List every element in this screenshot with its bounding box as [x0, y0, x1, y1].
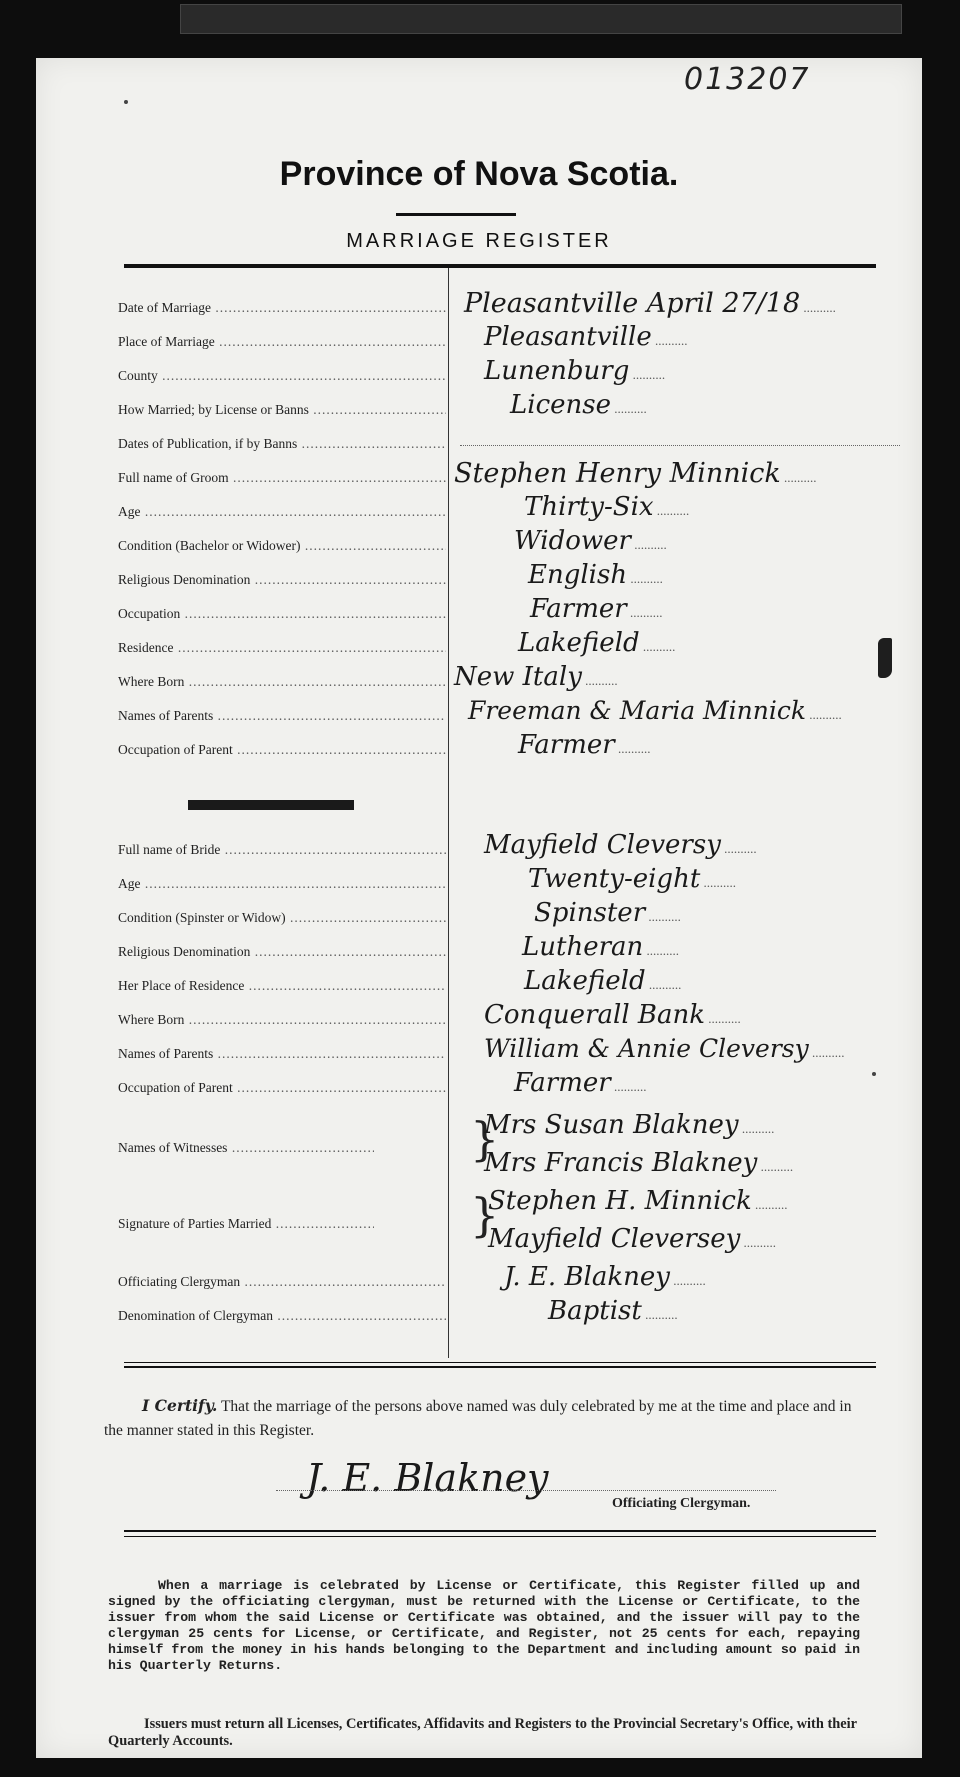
section-rule: [124, 1362, 876, 1363]
field-label: Denomination of Clergyman .....: [118, 1308, 446, 1324]
field-label: Place of Marriage .....: [118, 334, 446, 350]
issuers-notice: Issuers must return all Licenses, Certificates, Affidavits and Registers to the Provincial Secretary's Office, with their Quarterly Accounts.: [108, 1716, 857, 1749]
field-value: Farmer .....: [530, 594, 662, 624]
field-value: Stephen Henry Minnick .....: [454, 458, 817, 489]
field-witnesses: [118, 1110, 878, 1182]
field-bride-parent-occupation: [118, 1068, 878, 1102]
field-label: Her Place of Residence .....: [118, 978, 446, 994]
signature-caption: Officiating Clergyman.: [612, 1496, 751, 1511]
field-groom-religion: [118, 560, 878, 594]
field-value: Lunenburg .....: [484, 356, 665, 386]
field-bride-residence: [118, 966, 878, 1000]
witness-1: Mrs Susan Blakney .....: [484, 1110, 774, 1140]
field-label: Occupation of Parent .....: [118, 742, 446, 758]
document-number: 013207: [684, 62, 811, 97]
field-value: Lakefield .....: [524, 966, 681, 996]
field-label: Age .....: [118, 504, 446, 520]
field-label: How Married; by License or Banns .....: [118, 402, 446, 418]
field-groom-occupation: [118, 594, 878, 628]
field-how-married: [118, 390, 878, 424]
field-value: Widower .....: [514, 526, 667, 556]
signature-line: [276, 1490, 776, 1491]
field-bride-birthplace: [118, 1000, 878, 1034]
section-rule: [124, 1366, 876, 1368]
field-label: Where Born .....: [118, 1012, 446, 1028]
field-bride-name: [118, 830, 878, 864]
field-label: Officiating Clergyman .....: [118, 1274, 446, 1290]
field-label: Age .....: [118, 876, 446, 892]
field-officiating-clergyman: [118, 1262, 878, 1296]
notice-rule: [124, 1530, 876, 1532]
field-label: County .....: [118, 368, 446, 384]
certification-text: [104, 1394, 864, 1443]
field-value: Baptist .....: [548, 1296, 678, 1326]
field-bride-parents: [118, 1034, 878, 1068]
witness-2: Mrs Francis Blakney .....: [484, 1148, 793, 1178]
field-bride-age: [118, 864, 878, 898]
field-value: Mayfield Cleversy .....: [484, 830, 757, 860]
field-groom-parent-occupation: [118, 730, 878, 764]
field-dates-of-publication: [118, 428, 878, 458]
field-label: Condition (Bachelor or Widower) .....: [118, 538, 446, 554]
field-value: Conquerall Bank .....: [484, 1000, 741, 1030]
field-value: New Italy .....: [454, 662, 618, 692]
field-groom-age: [118, 492, 878, 526]
field-parties-signature: [118, 1186, 878, 1258]
return-instructions: When a marriage is celebrated by License or Certificate, this Register filled up and signed by the officiating clergyman, must be returned with the License or Certificate, to the issuer from whom the said License or Certificate was obtained, and the issuer will pay to the clergyman 25 cents for License, or Certificate, and Register, not 25 cents for each, repaying himself from the money in his hands belonging to the Department and including amount so paid in his Quarterly Returns.: [108, 1578, 860, 1673]
certify-body: That the marriage of the persons above named was duly celebrated by me at the time and place and in the manner stated in this Register.: [104, 1398, 852, 1439]
field-groom-birthplace: [118, 662, 878, 696]
field-label: Names of Witnesses .....: [118, 1140, 374, 1156]
brace-mark: }: [470, 1188, 500, 1242]
top-rule: [124, 264, 876, 268]
field-date-of-marriage: [118, 288, 878, 322]
field-value: Thirty-Six .....: [524, 492, 689, 522]
field-label: Residence .....: [118, 640, 446, 656]
field-clergyman-denomination: [118, 1296, 878, 1330]
field-value: Twenty-eight .....: [528, 864, 736, 894]
field-value: Pleasantville .....: [484, 322, 688, 352]
field-groom-residence: [118, 628, 878, 662]
field-label: Date of Marriage .....: [118, 300, 446, 316]
field-value: Pleasantville April 27/18 .....: [464, 288, 836, 319]
field-value: Lakefield .....: [518, 628, 675, 658]
notice-rule: [124, 1536, 876, 1537]
brace-mark: }: [470, 1112, 500, 1166]
bride-section-divider: [188, 800, 354, 810]
field-value: Farmer .....: [518, 730, 650, 760]
field-label: Where Born .....: [118, 674, 446, 690]
field-value: English .....: [528, 560, 663, 590]
field-label: Occupation .....: [118, 606, 446, 622]
field-label: Names of Parents .....: [118, 708, 446, 724]
blank-line: [460, 444, 900, 446]
field-label: Religious Denomination .....: [118, 572, 446, 588]
field-value: J. E. Blakney .....: [504, 1262, 706, 1292]
title-underline: [396, 213, 516, 216]
field-value: Lutheran .....: [522, 932, 679, 962]
party-signature-bride: Mayfield Cleversey .....: [488, 1224, 776, 1254]
clergyman-signature: J. E. Blakney: [306, 1456, 549, 1500]
field-groom-name: [118, 458, 878, 492]
certify-lead: I Certify.: [142, 1396, 218, 1415]
field-bride-religion: [118, 932, 878, 966]
paper-speck: [124, 100, 128, 104]
page-title: Province of Nova Scotia.: [279, 155, 679, 193]
field-county: [118, 356, 878, 390]
field-label: Condition (Spinster or Widow) .....: [118, 910, 446, 926]
field-value: Farmer .....: [514, 1068, 646, 1098]
field-value: Freeman & Maria Minnick .....: [468, 696, 842, 725]
field-groom-condition: [118, 526, 878, 560]
field-bride-condition: [118, 898, 878, 932]
field-value: William & Annie Cleversy .....: [484, 1034, 844, 1063]
film-strip-header: [180, 4, 902, 34]
field-label: Full name of Groom .....: [118, 470, 446, 486]
register-form: [36, 58, 922, 1758]
field-label: Occupation of Parent .....: [118, 1080, 446, 1096]
party-signature-groom: Stephen H. Minnick .....: [488, 1186, 787, 1216]
register-subtitle: MARRIAGE REGISTER: [346, 230, 612, 252]
field-value: License .....: [510, 390, 647, 420]
field-groom-parents: [118, 696, 878, 730]
field-value: Spinster .....: [534, 898, 681, 928]
field-label: Signature of Parties Married .....: [118, 1216, 374, 1232]
field-label: Dates of Publication, if by Banns .....: [118, 436, 446, 452]
field-label: Names of Parents .....: [118, 1046, 446, 1062]
paper-speck: [872, 1072, 876, 1076]
edge-smudge: [878, 638, 892, 678]
field-label: Religious Denomination .....: [118, 944, 446, 960]
field-label: Full name of Bride .....: [118, 842, 446, 858]
field-place-of-marriage: [118, 322, 878, 356]
